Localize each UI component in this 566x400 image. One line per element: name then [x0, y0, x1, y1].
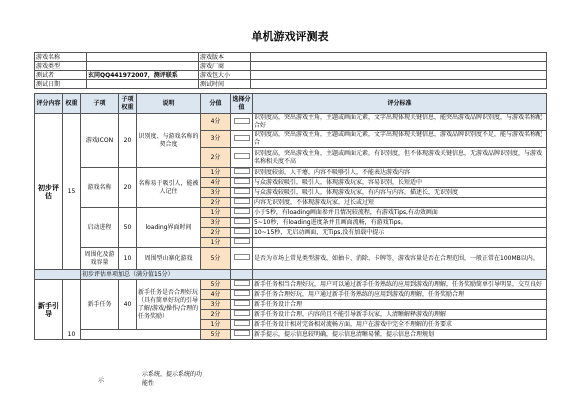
- header-cell: 评分标准: [253, 94, 547, 114]
- meta-row: [35, 80, 547, 89]
- score-select[interactable]: [231, 198, 253, 208]
- meta-value[interactable]: [87, 62, 199, 71]
- score-select[interactable]: [231, 148, 253, 168]
- score-select[interactable]: [231, 280, 253, 290]
- header-cell: 分值: [201, 94, 231, 114]
- meta-value[interactable]: [251, 80, 547, 89]
- subitem-name: 新手任务: [81, 280, 119, 330]
- score-cell: 1分: [201, 238, 231, 248]
- header-cell: 说明: [137, 94, 201, 114]
- criteria-cell: 10~15秒，无启动画面，无Tips,没有加载中提示: [253, 228, 547, 238]
- subitem-weight: 20: [119, 114, 137, 168]
- subitem-desc: 识别度、与游戏名称的契合度: [137, 114, 201, 168]
- page-title: 单机游戏评测表: [251, 30, 329, 43]
- criteria-cell: 新手任务设计合理，内容尚且不能引导新手玩家，人清晰解释游戏的理解: [253, 310, 547, 320]
- score-select-box[interactable]: [234, 228, 250, 234]
- subitem-weight: 20: [119, 168, 137, 208]
- subtotal-value[interactable]: [231, 270, 253, 280]
- meta-label: 游戏名称: [35, 53, 87, 62]
- score-cell: 3分: [201, 218, 231, 228]
- subitem-desc: 新手任务是否合理好玩（具有简单好玩的引导了解/游戏/操作/合理的任务奖励）: [137, 280, 201, 330]
- meta-value[interactable]: [251, 62, 547, 71]
- table-row: [35, 280, 547, 290]
- subitem-desc: 名称易于吸引人，能被人记住: [137, 168, 201, 208]
- meta-label: 游戏类型: [35, 62, 87, 71]
- score-select-box[interactable]: [234, 254, 250, 260]
- subitem-name: 启动进程: [81, 208, 119, 248]
- score-cell: 4分: [201, 290, 231, 300]
- header-cell: 权重: [63, 94, 81, 114]
- criteria-cell: 新手提示，提示信息较明确，提示信息清晰易懂，提示信息合理规划: [253, 330, 547, 340]
- tail-label-a: 示: [98, 377, 105, 384]
- score-select[interactable]: [231, 218, 253, 228]
- meta-label: 游戏包大小: [199, 71, 251, 80]
- header-row: [35, 94, 547, 114]
- score-select-box[interactable]: [234, 218, 250, 224]
- score-table: [34, 93, 547, 340]
- score-cell: 2分: [201, 310, 231, 320]
- table-row: [35, 248, 547, 270]
- criteria-cell: 与众游戏较吸引，吸引人，体现游戏玩家，容易识别，长短适中: [253, 178, 547, 188]
- score-cell: 4分: [201, 114, 231, 131]
- criteria-cell: 5~10秒，有loading进度条并且画面流畅，有游戏Tips。: [253, 218, 547, 228]
- score-cell: 4分: [201, 178, 231, 188]
- meta-label: 测试时间: [199, 80, 251, 89]
- tail-label-b: 示系统，提示系统的功能性: [142, 371, 203, 387]
- criteria-cell: 识别度较弱，人干瘪，内容不吸够引人，不能表达游戏内容: [253, 168, 547, 178]
- table-row: [35, 330, 547, 340]
- subitem-weight: 10: [119, 248, 137, 270]
- score-select[interactable]: [231, 330, 253, 340]
- meta-row: [35, 53, 547, 62]
- score-select-box[interactable]: [234, 290, 250, 296]
- score-cell: 5分: [201, 330, 231, 340]
- score-cell: 5分: [201, 280, 231, 290]
- blank-cell: [81, 330, 201, 340]
- score-cell: 1分: [201, 320, 231, 330]
- score-select-box[interactable]: [234, 330, 250, 336]
- meta-value[interactable]: [251, 53, 547, 62]
- meta-value[interactable]: [251, 71, 547, 80]
- score-cell: 5分: [201, 248, 231, 270]
- subtotal-row: [35, 270, 547, 280]
- criteria-cell: 识别度高，突出游戏主角，主题或画面元素，有识别度，但不体现游戏关键信息，无游戏品牌识别度，与游戏名称相关度不高: [253, 148, 547, 168]
- meta-row: [35, 62, 547, 71]
- criteria-cell: 小于5秒，有loading画面参并且情况较流程，有游戏Tips,有动效画面: [253, 208, 547, 218]
- criteria-cell: 识别度高，突出游戏主角，主题或画面元素，文字出现体现关键信息，能突出游戏品牌识别度，与游戏名称配合好: [253, 114, 547, 131]
- score-select-box[interactable]: [234, 310, 250, 316]
- criteria-cell: 是否为市场上常见类型游戏，如抽卡、消除、卡牌等，游戏容量是否在合理范围，一般正常在100MB以内。: [253, 248, 547, 270]
- score-cell: 1分: [201, 208, 231, 218]
- subitem-name: 游戏ICON: [81, 114, 119, 168]
- score-select-box[interactable]: [234, 320, 250, 326]
- score-select[interactable]: [231, 131, 253, 148]
- criteria-cell: 新手任务设计合理: [253, 300, 547, 310]
- criteria-cell: 内容无识别度，不体现游戏玩家，过长或过短: [253, 198, 547, 208]
- criteria-cell: 新手任务合理好玩，用户通过新手任务熟练的应用到游戏的理解，任务奖励合理: [253, 290, 547, 300]
- header-cell: 子项: [81, 94, 119, 114]
- subtotal-blank: [253, 270, 547, 280]
- score-cell: 3分: [201, 131, 231, 148]
- meta-label: 游戏版本: [199, 53, 251, 62]
- subtotal-label: 初步评估单项加总（满分值15分）: [81, 270, 231, 280]
- score-cell: 3分: [201, 188, 231, 198]
- subitem-name: 周围化及游戏容量: [81, 248, 119, 270]
- meta-value[interactable]: 玄同QQ441972007，测评联系: [87, 71, 199, 80]
- score-cell: 2分: [201, 228, 231, 238]
- table-row: [35, 208, 547, 218]
- score-cell: 2分: [201, 198, 231, 208]
- criteria-cell: [253, 238, 547, 248]
- meta-label: 测试日期: [35, 80, 87, 89]
- criteria-cell: 新手任务相当合理好玩，用户可以通过新手任务熟练的应用到游戏的理解，任务奖励简单引导明显，交互良好: [253, 280, 547, 290]
- meta-value[interactable]: [87, 80, 199, 89]
- subitem-desc: loading界面时间: [137, 208, 201, 248]
- criteria-cell: 识别度高，突出游戏主角，主题或画面元素，文字出现体现关键信息，游戏品牌识别度不足，能与游戏名称配合: [253, 131, 547, 148]
- criteria-cell: 与众游戏较吸引，吸引人，体现游戏玩家，有内容与内容，描述长，无识别度: [253, 188, 547, 198]
- subtotal-blank: [35, 270, 81, 280]
- score-select-box[interactable]: [234, 280, 250, 286]
- score-select[interactable]: [231, 188, 253, 198]
- score-select[interactable]: [231, 300, 253, 310]
- score-select[interactable]: [231, 114, 253, 131]
- header-cell: 子项权重: [119, 94, 137, 114]
- score-select[interactable]: [231, 228, 253, 238]
- subitem-weight: 40: [119, 280, 137, 330]
- score-cell: 2分: [201, 148, 231, 168]
- score-select-box[interactable]: [234, 118, 250, 124]
- section-label: 初步评估: [35, 114, 63, 270]
- subitem-name: 游戏名称: [81, 168, 119, 208]
- subitem-desc: 周围型山寨化游戏: [137, 248, 201, 270]
- score-select-box[interactable]: [234, 238, 250, 244]
- score-select-box[interactable]: [234, 198, 250, 204]
- score-select[interactable]: [231, 238, 253, 248]
- section-weight: 15: [63, 114, 81, 270]
- meta-label: 测试者: [35, 71, 87, 80]
- criteria-cell: 新手任务设计相对完备相对流畅方面，用户在游戏中完全不理解的任务要求: [253, 320, 547, 330]
- score-select-box[interactable]: [234, 188, 250, 194]
- score-select[interactable]: [231, 310, 253, 320]
- score-select[interactable]: [231, 208, 253, 218]
- table-row: [35, 168, 547, 178]
- section-label: 新手引导: [35, 280, 63, 340]
- score-select[interactable]: [231, 320, 253, 330]
- table-row: [35, 114, 547, 131]
- score-select[interactable]: [231, 248, 253, 270]
- score-select[interactable]: [231, 178, 253, 188]
- header-cell: 选择分值: [231, 94, 253, 114]
- score-select-box[interactable]: [234, 208, 250, 214]
- header-cell: 评分内容: [35, 94, 63, 114]
- subitem-weight: 50: [119, 208, 137, 248]
- meta-label: 游戏厂商: [199, 62, 251, 71]
- score-cell: 1分: [201, 168, 231, 178]
- score-select-box[interactable]: [234, 168, 250, 174]
- score-select[interactable]: [231, 290, 253, 300]
- score-cell: 3分: [201, 300, 231, 310]
- score-select-box[interactable]: [234, 300, 250, 306]
- score-select[interactable]: [231, 168, 253, 178]
- score-select-box[interactable]: [234, 135, 250, 141]
- score-select-box[interactable]: [234, 178, 250, 184]
- meta-row: [35, 71, 547, 80]
- meta-table: [34, 52, 547, 89]
- meta-value[interactable]: [87, 53, 199, 62]
- score-select-box[interactable]: [234, 153, 250, 159]
- section-weight: 10: [63, 280, 81, 340]
